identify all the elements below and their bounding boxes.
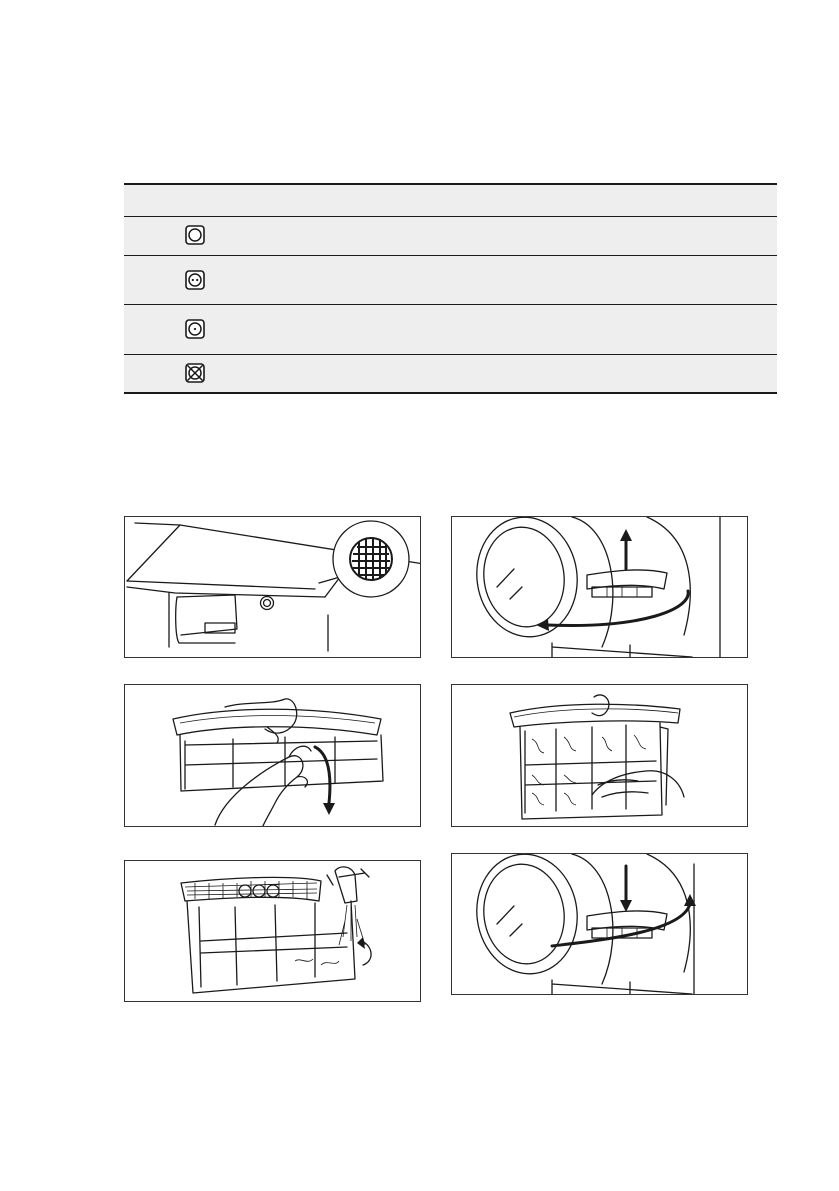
filter-grid-icon bbox=[350, 538, 392, 580]
dryer-panel-illustration bbox=[125, 517, 420, 657]
open-door-illustration bbox=[452, 517, 747, 657]
figure-rinse-filter bbox=[124, 860, 421, 1002]
tumble-dry-high-heat-icon bbox=[185, 270, 205, 290]
clean-filter-illustration bbox=[452, 685, 747, 826]
tumble-dry-low-heat-icon bbox=[185, 319, 205, 339]
table-header-row bbox=[124, 185, 777, 217]
figure-clean-filter-by-hand bbox=[451, 684, 748, 827]
table-row bbox=[124, 256, 777, 305]
figure-open-filter bbox=[124, 684, 421, 827]
open-filter-illustration bbox=[125, 685, 420, 826]
tumble-dry-normal-icon bbox=[185, 225, 205, 245]
figure-filter-indicator bbox=[124, 516, 421, 658]
rinse-filter-illustration bbox=[125, 861, 420, 1001]
do-not-tumble-dry-icon bbox=[185, 363, 205, 383]
table-row bbox=[124, 305, 777, 355]
figure-insert-filter-close-door bbox=[451, 853, 748, 995]
table-row bbox=[124, 355, 777, 394]
care-symbols-table bbox=[124, 183, 777, 394]
close-door-illustration bbox=[452, 854, 747, 994]
figure-open-door-lift-filter bbox=[451, 516, 748, 658]
table-row bbox=[124, 217, 777, 256]
